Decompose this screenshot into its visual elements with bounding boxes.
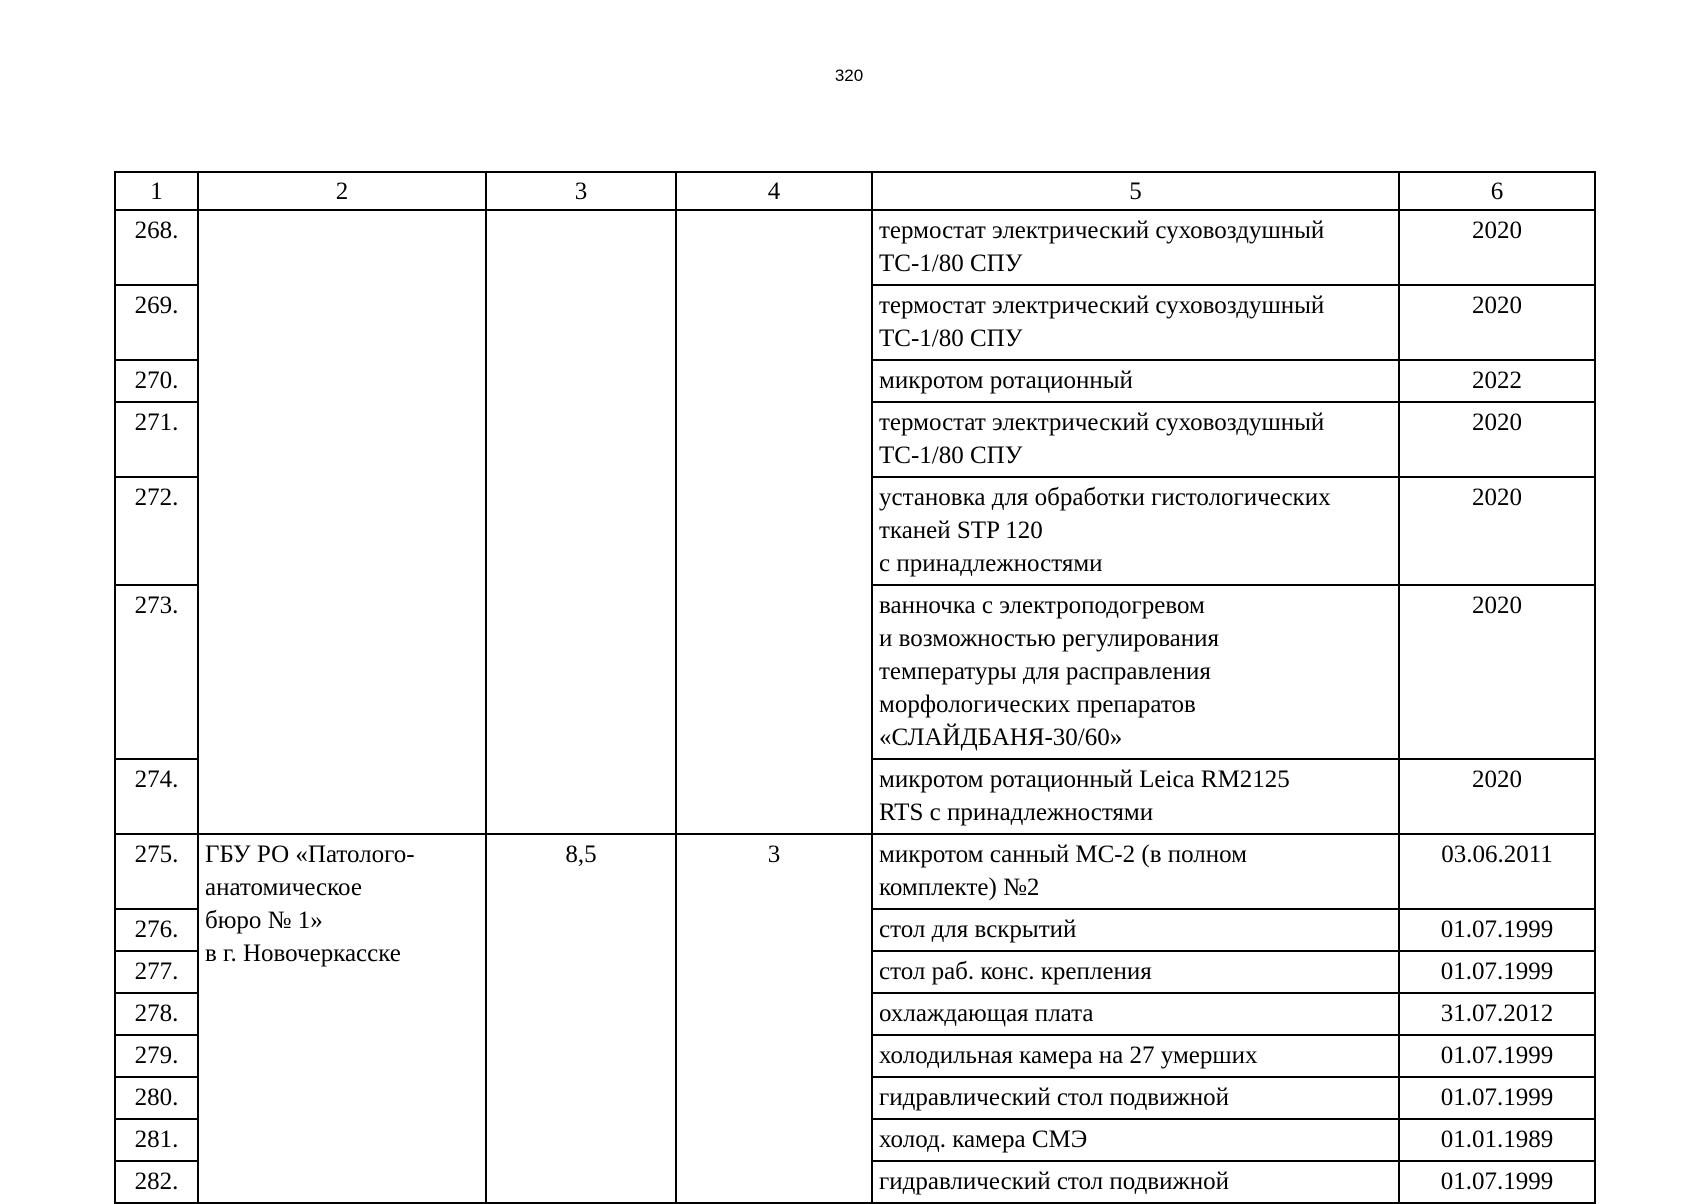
count-cell: 3 — [676, 834, 872, 1203]
column-header: 4 — [676, 172, 872, 210]
equipment-name: микротом ротационный Leica RM2125 RTS с принадлежностями — [872, 759, 1399, 834]
equipment-name: термостат электрический суховоздушный ТС-1/80 СПУ — [872, 402, 1399, 477]
table-row — [115, 834, 1595, 909]
equipment-name: охлаждающая плата — [872, 993, 1399, 1035]
row-number: 270. — [115, 360, 198, 402]
row-number: 273. — [115, 585, 198, 759]
organization-cell — [198, 210, 486, 834]
row-number: 278. — [115, 993, 198, 1035]
equipment-name: гидравлический стол подвижной — [872, 1161, 1399, 1203]
equipment-name: холод. камера СМЭ — [872, 1119, 1399, 1161]
area-cell: 8,5 — [486, 834, 676, 1203]
equipment-name: гидравлический стол подвижной — [872, 1077, 1399, 1119]
row-number: 279. — [115, 1035, 198, 1077]
row-number: 277. — [115, 951, 198, 993]
equipment-date: 2020 — [1399, 402, 1595, 477]
row-number: 269. — [115, 285, 198, 360]
equipment-name: установка для обработки гистологических тканей STP 120 с принадлежностями — [872, 477, 1399, 585]
count-cell — [676, 210, 872, 834]
row-number: 282. — [115, 1161, 198, 1203]
equipment-name: стол раб. конс. крепления — [872, 951, 1399, 993]
row-number: 276. — [115, 909, 198, 951]
equipment-date: 2020 — [1399, 477, 1595, 585]
equipment-table — [114, 171, 1596, 1204]
header-row — [115, 172, 1595, 210]
equipment-date: 01.07.1999 — [1399, 1161, 1595, 1203]
row-number: 271. — [115, 402, 198, 477]
column-header: 6 — [1399, 172, 1595, 210]
equipment-date: 01.01.1989 — [1399, 1119, 1595, 1161]
table-row — [115, 210, 1595, 285]
equipment-date: 2020 — [1399, 585, 1595, 759]
equipment-date: 01.07.1999 — [1399, 1077, 1595, 1119]
equipment-name: термостат электрический суховоздушный ТС-1/80 СПУ — [872, 210, 1399, 285]
row-number: 281. — [115, 1119, 198, 1161]
equipment-name: ванночка с электроподогревом и возможностью регулирования температуры для расправления морфологических препаратов «СЛАЙДБАНЯ-30/60» — [872, 585, 1399, 759]
equipment-date: 01.07.1999 — [1399, 909, 1595, 951]
column-header: 3 — [486, 172, 676, 210]
equipment-date: 2020 — [1399, 285, 1595, 360]
equipment-date: 2020 — [1399, 210, 1595, 285]
column-header: 2 — [198, 172, 486, 210]
equipment-name: микротом санный МС-2 (в полном комплекте) №2 — [872, 834, 1399, 909]
row-number: 268. — [115, 210, 198, 285]
equipment-date: 01.07.1999 — [1399, 951, 1595, 993]
equipment-name: термостат электрический суховоздушный ТС-1/80 СПУ — [872, 285, 1399, 360]
equipment-date: 31.07.2012 — [1399, 993, 1595, 1035]
page-number: 320 — [834, 66, 864, 85]
organization-cell: ГБУ РО «Патолого- анатомическое бюро № 1» в г. Новочеркасске — [198, 834, 486, 1203]
row-number: 275. — [115, 834, 198, 909]
row-number: 280. — [115, 1077, 198, 1119]
equipment-name: микротом ротационный — [872, 360, 1399, 402]
row-number: 274. — [115, 759, 198, 834]
equipment-name: стол для вскрытий — [872, 909, 1399, 951]
equipment-date: 2022 — [1399, 360, 1595, 402]
area-cell — [486, 210, 676, 834]
equipment-date: 2020 — [1399, 759, 1595, 834]
column-header: 1 — [115, 172, 198, 210]
equipment-date: 03.06.2011 — [1399, 834, 1595, 909]
equipment-name: холодильная камера на 27 умерших — [872, 1035, 1399, 1077]
equipment-date: 01.07.1999 — [1399, 1035, 1595, 1077]
row-number: 272. — [115, 477, 198, 585]
column-header: 5 — [872, 172, 1399, 210]
